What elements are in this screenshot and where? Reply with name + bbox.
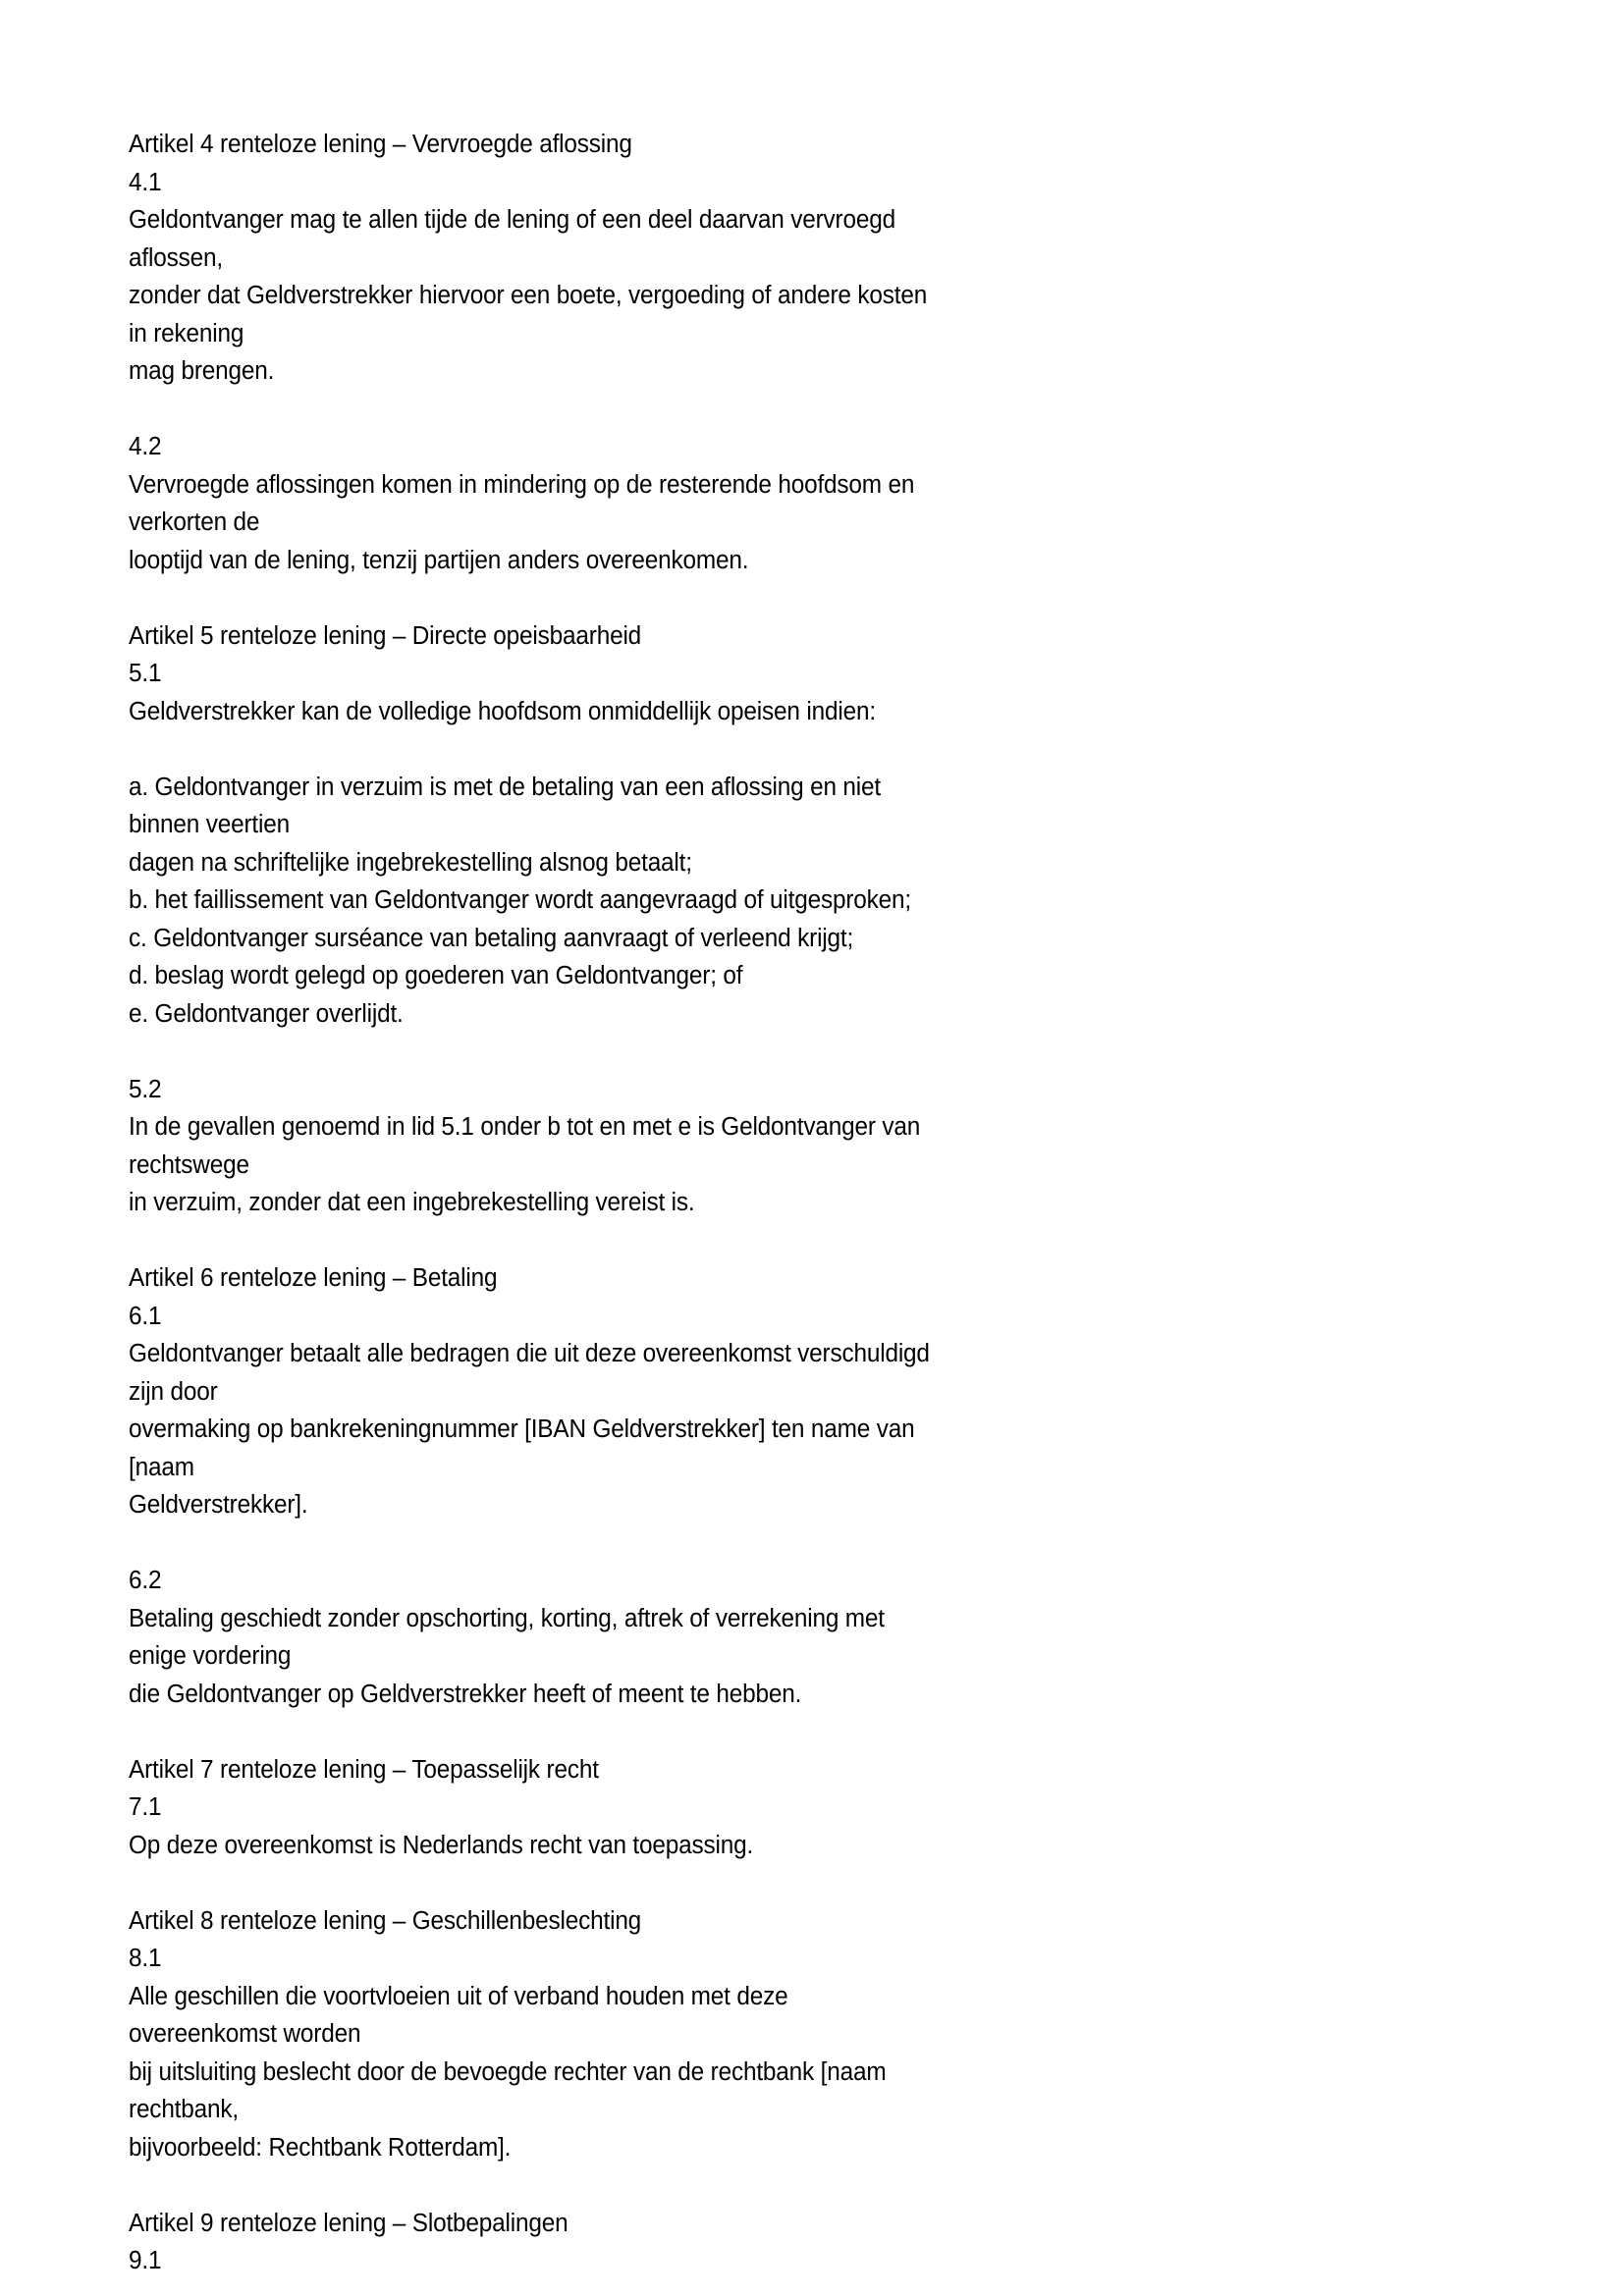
article-heading: Artikel 4 renteloze lening – Vervroegde aflossing bbox=[129, 131, 632, 158]
clause-list-item: dagen na schriftelijke ingebrekestelling alsnog betaalt; bbox=[129, 848, 692, 877]
article-block bbox=[129, 1751, 943, 1865]
clause-line: overmaking op bankrekeningnummer [IBAN Geldverstrekker] ten name van [naam bbox=[129, 1415, 922, 1481]
clause-line: Betaling geschiedt zonder opschorting, korting, aftrek of verrekening met enige vordering bbox=[129, 1604, 892, 1670]
article-block bbox=[129, 126, 943, 579]
article-gap bbox=[129, 579, 943, 617]
clause-number: 6.2 bbox=[129, 1567, 162, 1594]
article-gap bbox=[129, 1713, 943, 1751]
article-gap bbox=[129, 1864, 943, 1902]
clause-line: in verzuim, zonder dat een ingebrekestelling vereist is. bbox=[129, 1189, 695, 1216]
clause-number: 5.1 bbox=[129, 660, 162, 687]
clause-line: In de gevallen genoemd in lid 5.1 onder b tot en met e is Geldontvanger van rechtswege bbox=[129, 1113, 927, 1179]
article-heading: Artikel 8 renteloze lening – Geschillenbeslechting bbox=[129, 1906, 642, 1935]
clause-line: Alle geschillen die voortvloeien uit of verband houden met deze overeenkomst worden bbox=[129, 1982, 795, 2048]
clause-line: zonder dat Geldverstrekker hiervoor een boete, vergoeding of andere kosten in rekening bbox=[129, 282, 934, 347]
clause-number: 5.2 bbox=[129, 1075, 162, 1103]
clause-list-item: c. Geldontvanger surséance van betaling aanvraagt of verleend krijgt; bbox=[129, 924, 854, 952]
clause-line: Op deze overeenkomst is Nederlands recht van toepassing. bbox=[129, 1831, 754, 1859]
clause-number: 4.2 bbox=[129, 433, 162, 460]
clause-line: bijvoorbeeld: Rechtbank Rotterdam]. bbox=[129, 2133, 512, 2162]
document-body bbox=[129, 126, 943, 2280]
list-gap bbox=[129, 730, 943, 769]
article-heading: Artikel 7 renteloze lening – Toepasselijk recht bbox=[129, 1755, 599, 1784]
clause-gap bbox=[129, 391, 943, 429]
clause-line: die Geldontvanger op Geldverstrekker heeft of meent te hebben. bbox=[129, 1680, 802, 1708]
clause-number: 8.1 bbox=[129, 1945, 162, 1972]
article-gap bbox=[129, 2166, 943, 2205]
clause-list-item: b. het faillissement van Geldontvanger wordt aangevraagd of uitgesproken; bbox=[129, 886, 912, 914]
clause-line: Vervroegde aflossingen komen in mindering op de resterende hoofdsom en verkorten de bbox=[129, 470, 921, 536]
clause-number: 9.1 bbox=[129, 2247, 162, 2274]
clause-gap bbox=[129, 1524, 943, 1563]
clause-line: Geldverstrekker kan de volledige hoofdsom onmiddellijk opeisen indien: bbox=[129, 697, 876, 725]
clause-gap bbox=[129, 1033, 943, 1071]
clause-line: mag brengen. bbox=[129, 357, 275, 385]
clause-number: 6.1 bbox=[129, 1302, 162, 1330]
clause-list-item: e. Geldontvanger overlijdt. bbox=[129, 999, 404, 1028]
clause-list-item: d. beslag wordt gelegd op goederen van Geldontvanger; of bbox=[129, 962, 743, 989]
article-gap bbox=[129, 1222, 943, 1260]
article-block bbox=[129, 1902, 943, 2167]
clause-line: Geldontvanger betaalt alle bedragen die uit deze overeenkomst verschuldigd zijn door bbox=[129, 1340, 937, 1406]
article-block bbox=[129, 1259, 943, 1713]
article-heading: Artikel 6 renteloze lening – Betaling bbox=[129, 1264, 498, 1292]
article-heading: Artikel 9 renteloze lening – Slotbepalingen bbox=[129, 2209, 568, 2237]
article-heading: Artikel 5 renteloze lening – Directe opeisbaarheid bbox=[129, 621, 642, 650]
article-block bbox=[129, 617, 943, 1222]
article-block bbox=[129, 2205, 943, 2280]
clause-number: 4.1 bbox=[129, 168, 162, 196]
clause-line: Geldontvanger mag te allen tijde de lening of een deel daarvan vervroegd aflossen, bbox=[129, 206, 902, 272]
clause-line: bij uitsluiting beslecht door de bevoegde rechter van de rechtbank [naam rechtbank, bbox=[129, 2057, 893, 2123]
clause-line: looptijd van de lening, tenzij partijen anders overeenkomen. bbox=[129, 546, 749, 574]
clause-number: 7.1 bbox=[129, 1793, 162, 1821]
clause-list-item: a. Geldontvanger in verzuim is met de betaling van een aflossing en niet binnen veertien bbox=[129, 773, 888, 838]
clause-line: Geldverstrekker]. bbox=[129, 1491, 308, 1519]
